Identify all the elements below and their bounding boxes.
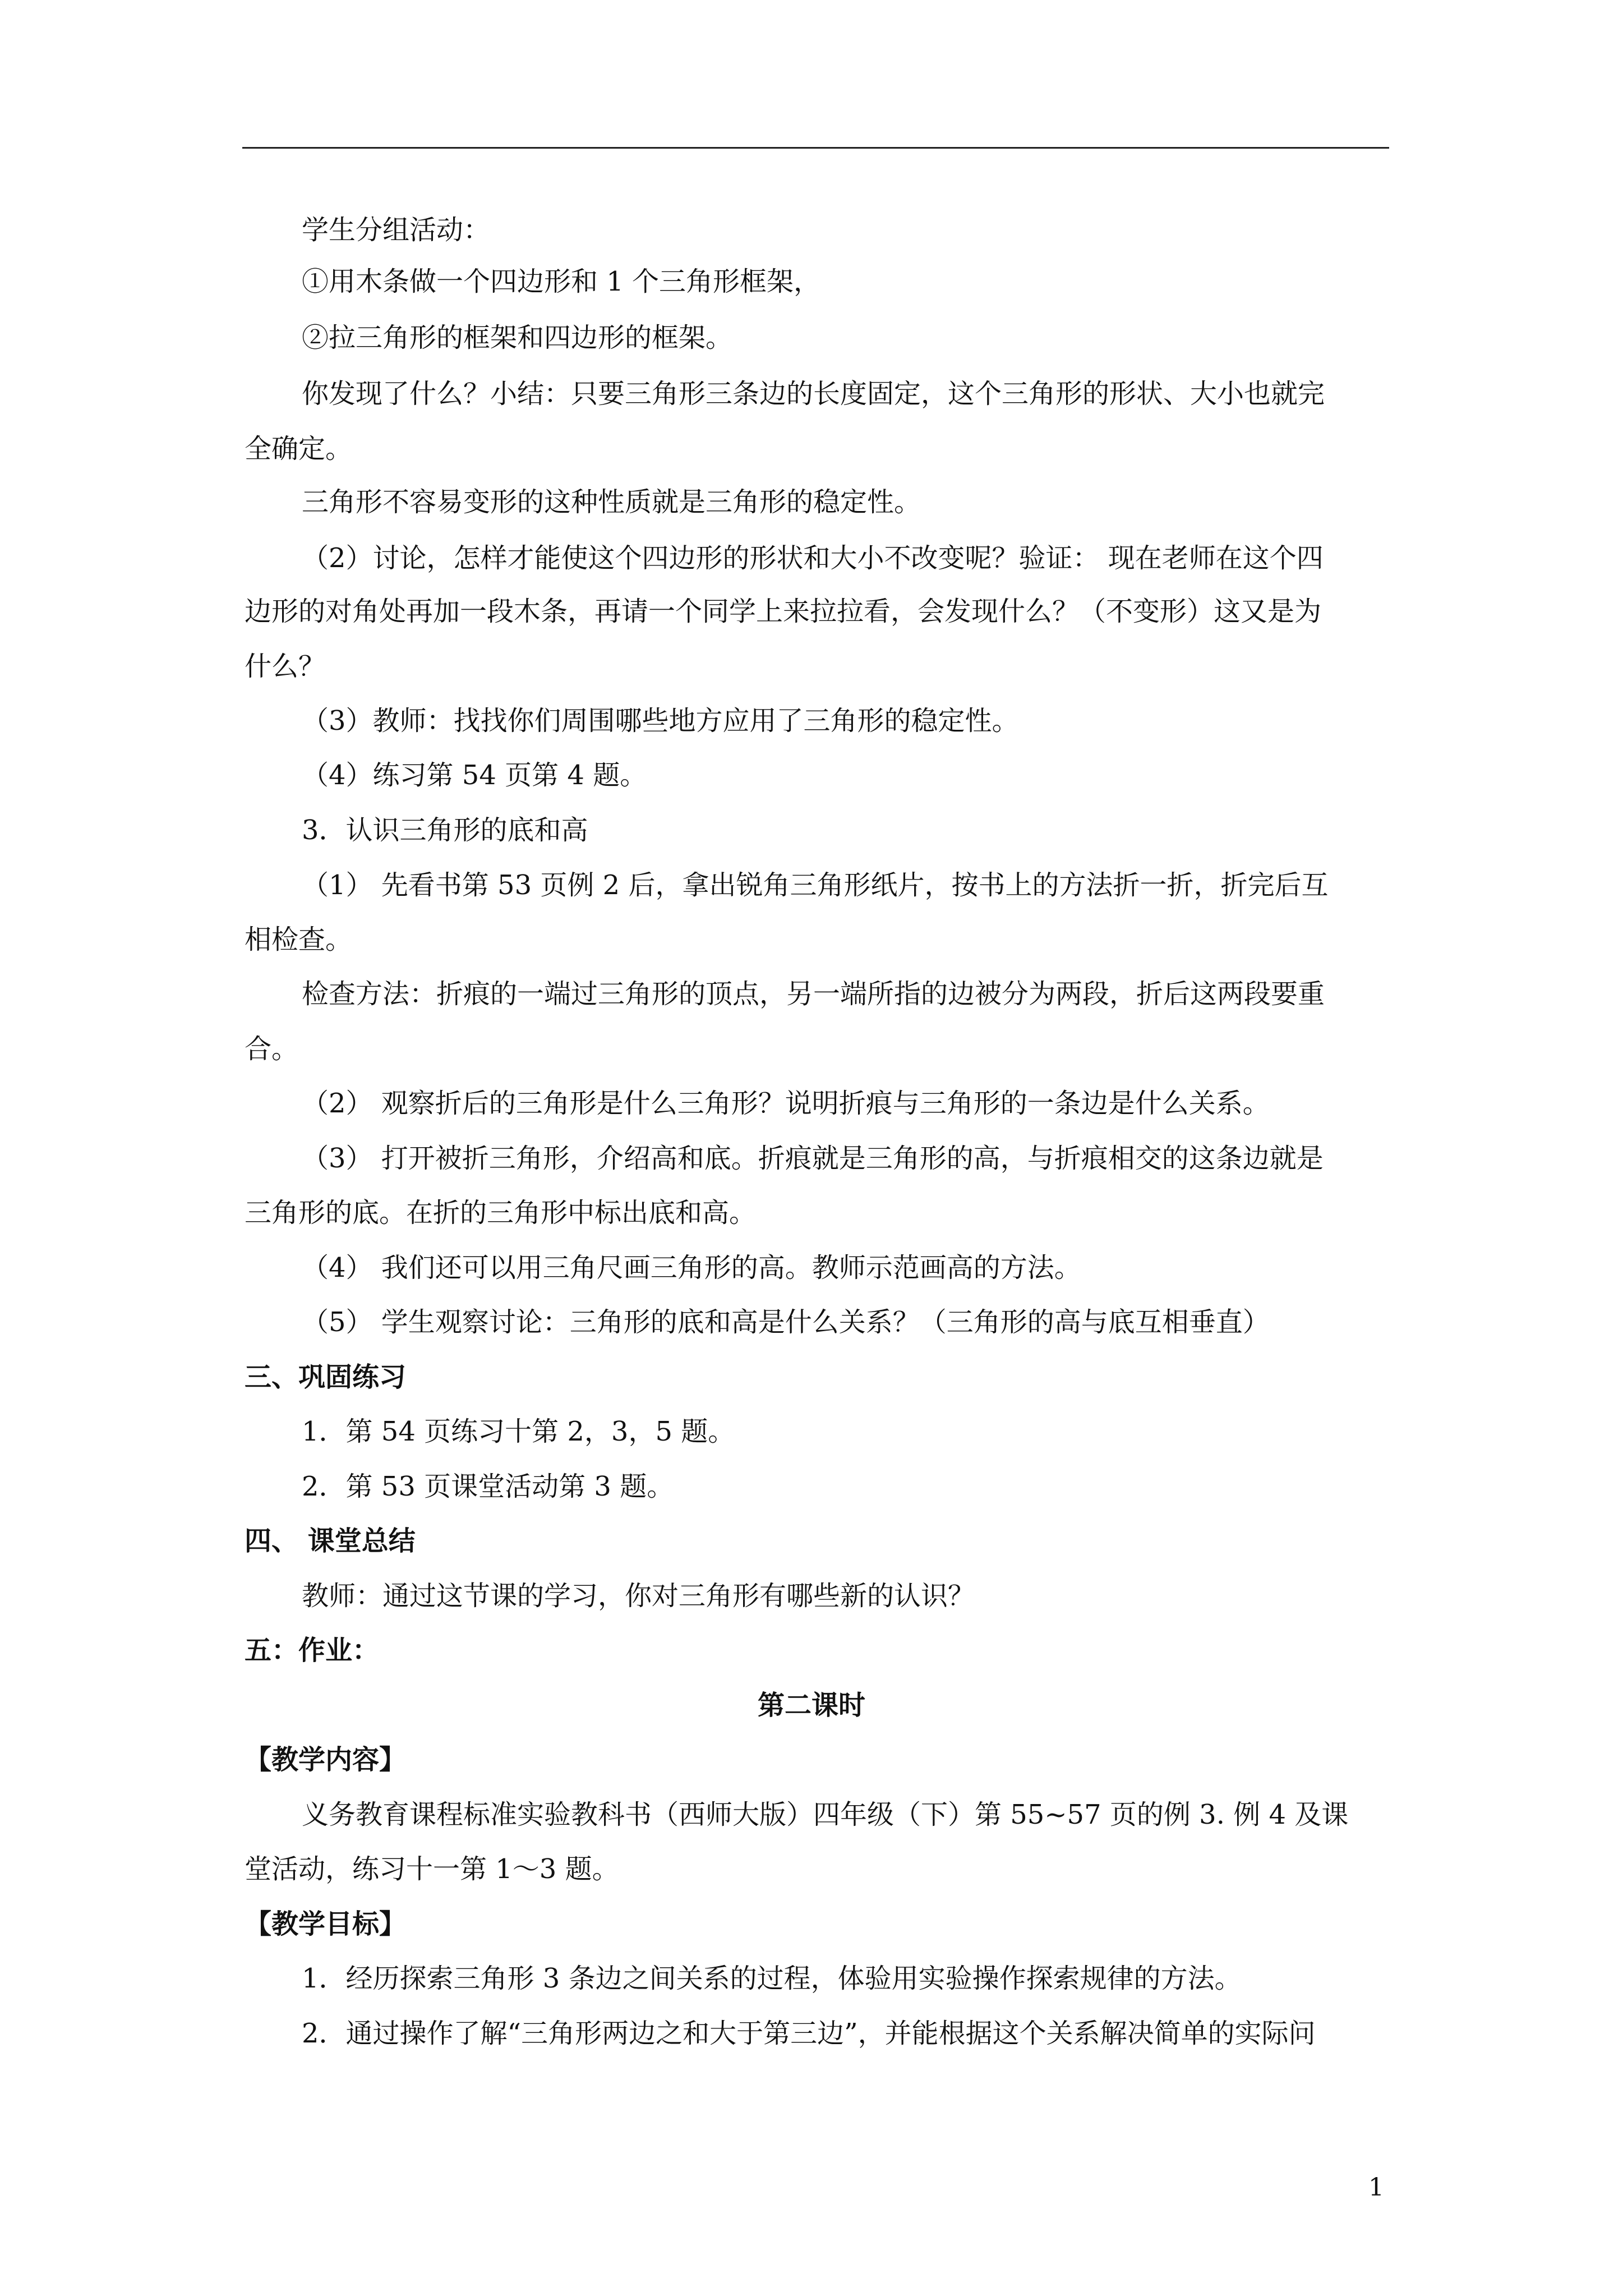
section-heading: 【教学内容】 — [245, 1744, 407, 1775]
text-line: 1．第 54 页练习十第 2，3，5 题。 — [302, 1416, 735, 1447]
text-line: （3） 打开被折三角形，介绍高和底。折痕就是三角形的高，与折痕相交的这条边就是 — [302, 1143, 1324, 1174]
text-line: ①用木条做一个四边形和 1 个三角形框架， — [302, 266, 821, 297]
page-number: 1 — [1368, 2173, 1384, 2202]
section-heading: 【教学目标】 — [245, 1908, 407, 1940]
text-line: （4） 我们还可以用三角尺画三角形的高。教师示范画高的方法。 — [302, 1252, 1081, 1283]
text-line: 2．通过操作了解“三角形两边之和大于第三边”，并能根据这个关系解决简单的实际问 — [302, 2018, 1316, 2049]
text-line: 你发现了什么？小结：只要三角形三条边的长度固定，这个三角形的形状、大小也就完 — [302, 378, 1325, 409]
section-heading: 四、 课堂总结 — [245, 1525, 416, 1557]
text-line: （2）讨论，怎样才能使这个四边形的形状和大小不改变呢？验证： 现在老师在这个四 — [302, 542, 1324, 574]
text-line: 边形的对角处再加一段木条，再请一个同学上来拉拉看，会发现什么？（不变形）这又是为 — [245, 596, 1322, 627]
text-line: （1） 先看书第 53 页例 2 后，拿出锐角三角形纸片，按书上的方法折一折，折完后互 — [302, 869, 1329, 901]
text-line: （5） 学生观察讨论：三角形的底和高是什么关系？（三角形的高与底互相垂直） — [302, 1306, 1270, 1338]
text-line: 什么？ — [245, 651, 326, 682]
text-line: 三角形不容易变形的这种性质就是三角形的稳定性。 — [302, 486, 921, 518]
header-rule — [242, 147, 1389, 149]
text-line: 1．经历探索三角形 3 条边之间关系的过程，体验用实验操作探索规律的方法。 — [302, 1963, 1242, 1994]
text-line: 相检查。 — [245, 924, 353, 955]
text-line: （3）教师：找找你们周围哪些地方应用了三角形的稳定性。 — [302, 705, 1019, 737]
text-line: 全确定。 — [245, 433, 353, 464]
text-line: 堂活动，练习十一第 1～3 题。 — [245, 1853, 619, 1885]
text-line: （4）练习第 54 页第 4 题。 — [302, 760, 647, 791]
text-line: ②拉三角形的框架和四边形的框架。 — [302, 322, 733, 353]
text-line: 检查方法：折痕的一端过三角形的顶点，另一端所指的边被分为两段，折后这两段要重 — [302, 978, 1325, 1010]
text-line: 3．认识三角形的底和高 — [302, 815, 588, 846]
text-line: （2） 观察折后的三角形是什么三角形？说明折痕与三角形的一条边是什么关系。 — [302, 1088, 1270, 1119]
text-line: 学生分组活动： — [302, 214, 491, 246]
text-line: 2．第 53 页课堂活动第 3 题。 — [302, 1471, 674, 1502]
section-heading: 三、巩固练习 — [245, 1361, 407, 1393]
text-line: 合。 — [245, 1033, 299, 1065]
section-heading: 五：作业： — [245, 1635, 380, 1666]
text-line: 三角形的底。在折的三角形中标出底和高。 — [245, 1197, 757, 1228]
lesson-title: 第二课时 — [757, 1690, 865, 1721]
text-line: 义务教育课程标准实验教科书（西师大版）四年级（下）第 55~57 页的例 3. 例 4 及课 — [302, 1799, 1349, 1830]
text-line: 教师：通过这节课的学习，你对三角形有哪些新的认识？ — [302, 1580, 975, 1612]
